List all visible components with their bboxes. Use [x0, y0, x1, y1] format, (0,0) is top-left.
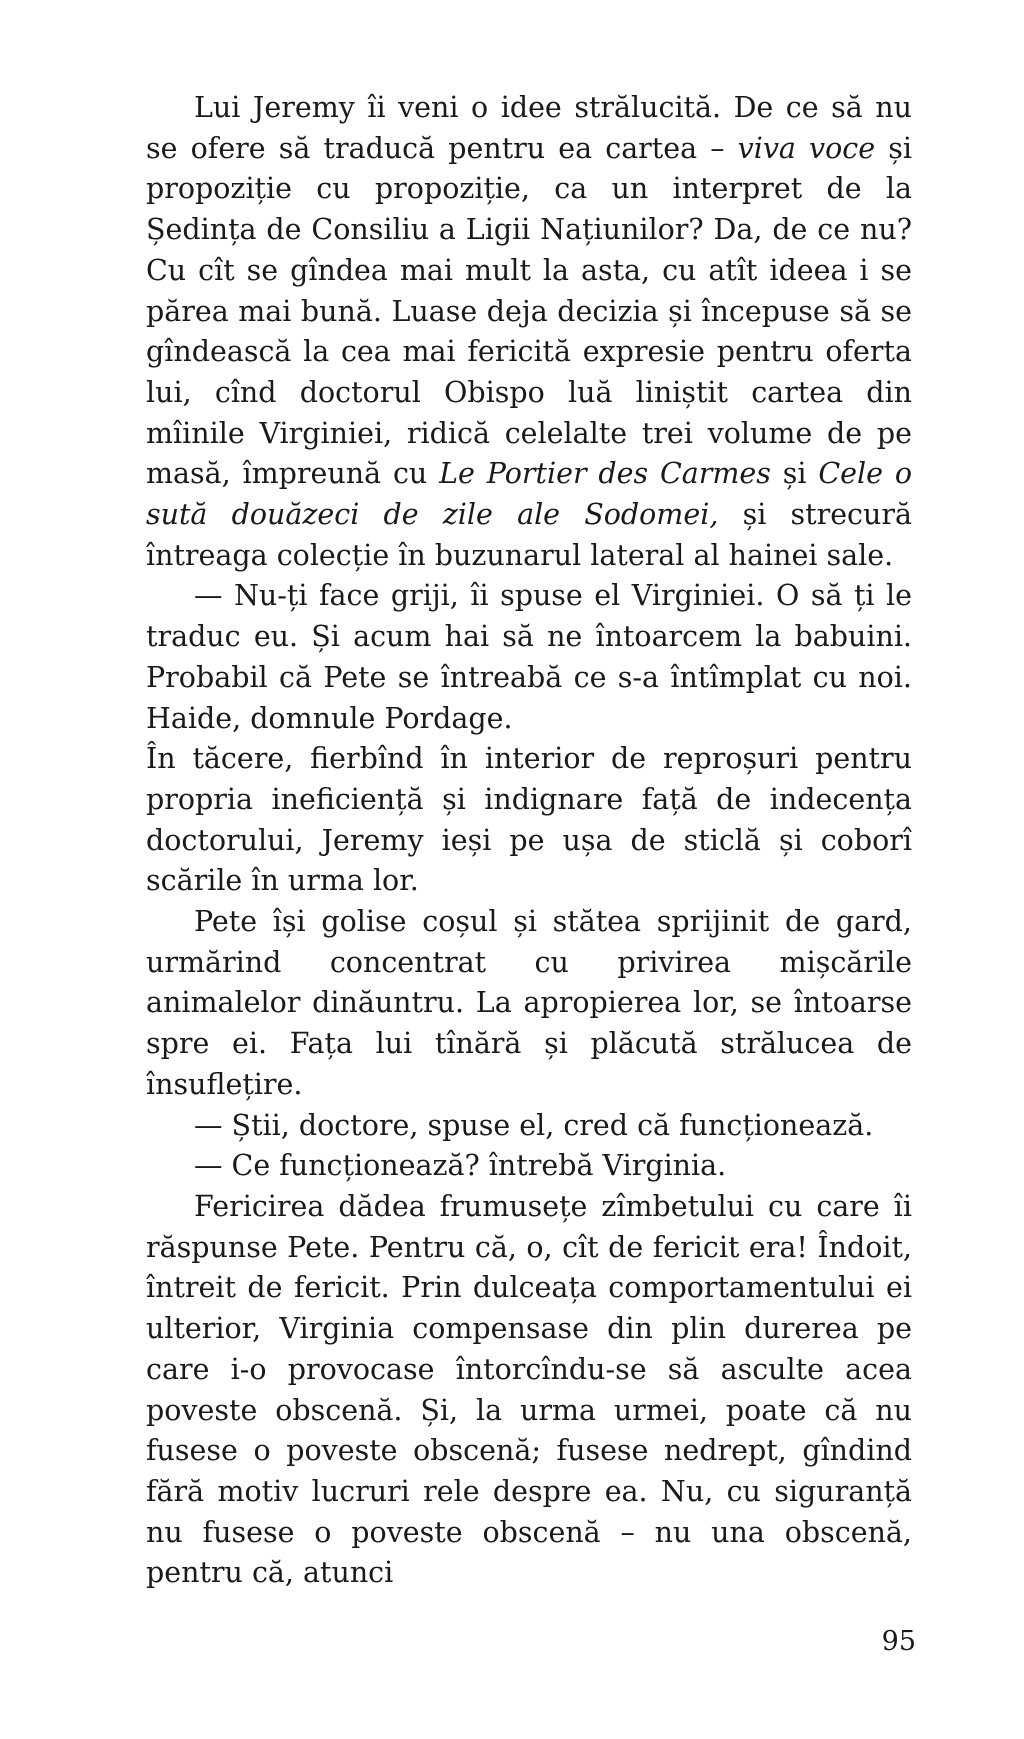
paragraph-pete-happiness: Fericirea dădea frumusețe zîmbetului cu care îi răspunse Pete. Pentru că, o, cît de fericit era! Îndoit, întreit de fericit. Prin dulceața comportamentului ei ulterior, Virginia compensase din plin durerea pe care i-o provocase întorcîndu-se să asculte acea poveste obscenă. Și, la urma urmei, poate că nu fusese o poveste obscenă; fusese nedrept, gîndind fără motiv lucruri rele despre ea. Nu, cu siguranță nu fusese o poveste obscenă – nu una obscenă, pentru că, atunci [146, 1189, 912, 1590]
page-number: 95 [881, 1626, 916, 1657]
paragraph-pete-fence: Pete își golise coșul și stătea sprijinit de gard, urmărind concentrat cu privirea mișcările animalelor dinăuntru. La apropierea lor, se întoarse spre ei. Fața lui tînără și plăcută strălucea de însuflețire. [146, 905, 912, 1101]
paragraph-jeremy-idea [146, 88, 912, 576]
book-title-sodoma: Cele o sută douăzeci de zile ale Sodomei, [146, 457, 913, 532]
paragraph-text: și propoziție cu propoziție, ca un interpret de la Ședința de Consiliu a Ligii Națiunilor? Da, de ce nu? Cu cît se gîndea mai mult la asta, cu atît ideea i se părea mai bună. Luase deja decizia și începuse să se gîndească la cea mai fericită expresie pentru oferta lui, cînd doctorul Obispo luă liniștit cartea din mîinile Virginiei, ridică celelalte trei volume de pe masă, împreună cu [146, 131, 912, 491]
dialogue-paragraph-obispo: — Nu-ți face griji, îi spuse el Virginiei. O să ți le traduc eu. Și acum hai să ne întoarcem la babuini. Probabil că Pete se întreabă ce s-a întîmplat cu noi. Haide, domnule Pordage. [146, 579, 912, 735]
book-page-text [146, 88, 912, 1594]
paragraph-text: și strecură întreaga colecție în buzunarul lateral al hainei sale. [146, 498, 912, 572]
dialogue-paragraph-pete: — Știi, doctore, spuse el, cred că funcționează. [194, 1108, 874, 1142]
paragraph-text: Lui Jeremy îi veni o idee strălucită. De ce să nu se ofere să traducă pentru ea cartea – [146, 91, 912, 165]
paragraph-jeremy-silence: În tăcere, fierbînd în interior de reproșuri pentru propria ineficiență și indignare față de indecența doctorului, Jeremy ieși pe ușa de sticlă și coborî scările în urma lor. [146, 742, 912, 898]
italic-phrase-viva-voce: viva voce [737, 131, 876, 165]
dialogue-paragraph-virginia: — Ce funcționează? întrebă Virginia. [194, 1149, 727, 1183]
paragraph-text: și [770, 457, 819, 491]
book-title-portier: Le Portier des Carmes [439, 457, 771, 491]
